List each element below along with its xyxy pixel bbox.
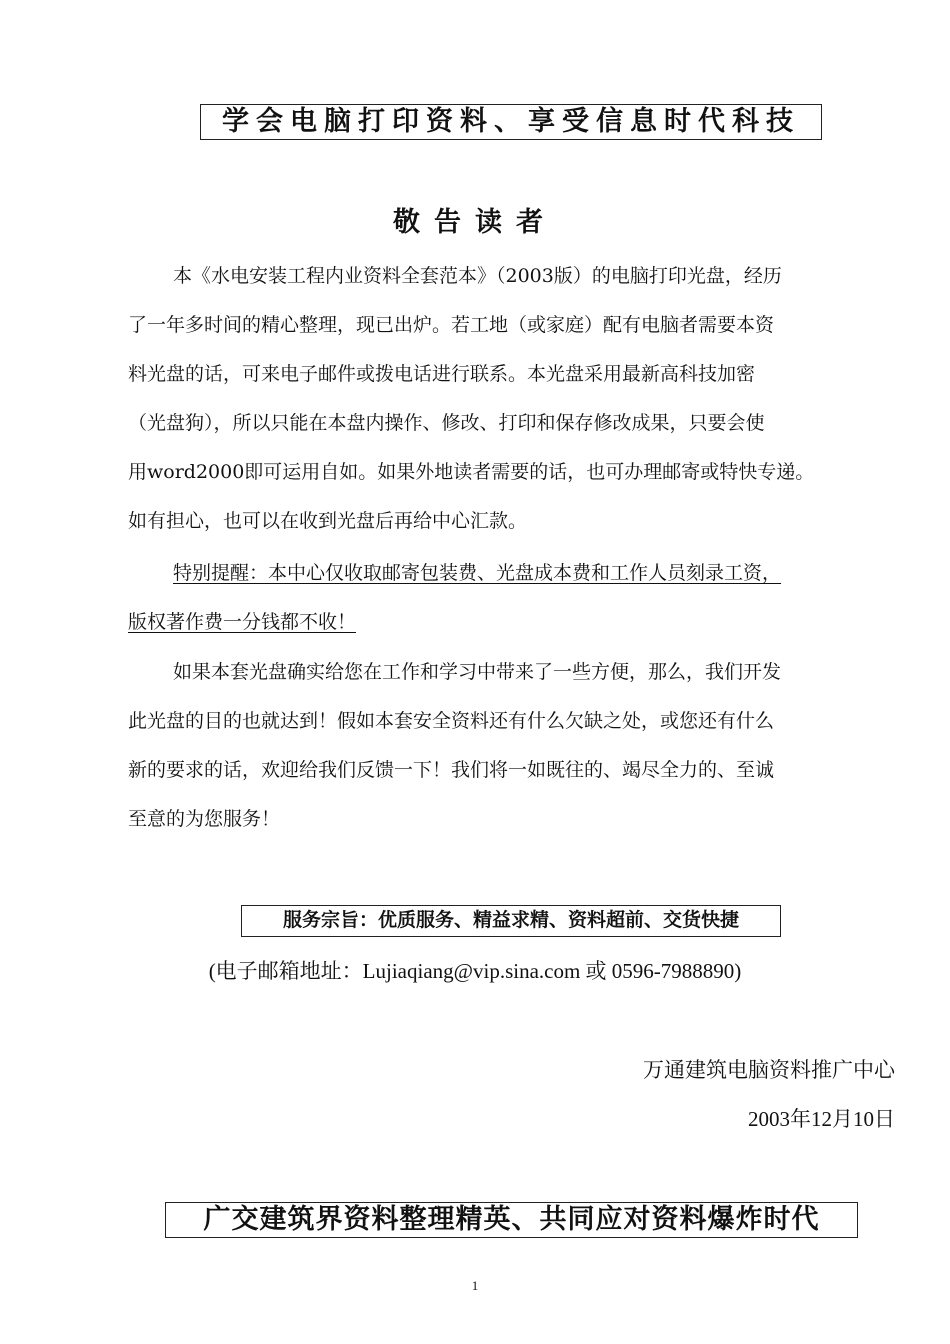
reminder-line: 版权著作费一分钱都不收！: [128, 611, 357, 633]
closing-line: 此光盘的目的也就达到！假如本套安全资料还有什么欠缺之处，或您还有什么: [128, 710, 775, 732]
intro-line: 了一年多时间的精心整理，现已出炉。若工地（或家庭）配有电脑者需要本资: [128, 314, 775, 336]
notice-heading: 敬告读者: [393, 207, 557, 238]
closing-line: 新的要求的话，欢迎给我们反馈一下！我们将一如既往的、竭尽全力的、至诚: [128, 759, 775, 781]
reminder-line: 特别提醒：本中心仅收取邮寄包装费、光盘成本费和工作人员刻录工资，: [173, 562, 782, 584]
page-title: 学会电脑打印资料、享受信息时代科技: [200, 104, 822, 140]
intro-line: （光盘狗），所以只能在本盘内操作、修改、打印和保存修改成果，只要会使: [128, 412, 765, 434]
service-motto: 服务宗旨：优质服务、精益求精、资料超前、交货快捷: [241, 905, 781, 937]
intro-line: 本《水电安装工程内业资料全套范本》（2003版）的电脑打印光盘，经历: [173, 265, 782, 287]
intro-paragraph: [128, 252, 914, 546]
signature-date: 2003年12月10日: [748, 1107, 895, 1131]
footer-banner: 广交建筑界资料整理精英、共同应对资料爆炸时代: [165, 1202, 858, 1238]
special-reminder-paragraph: [128, 549, 914, 647]
closing-line: 如果本套光盘确实给您在工作和学习中带来了一些方便，那么，我们开发: [173, 661, 782, 683]
signature-organization: 万通建筑电脑资料推广中心: [643, 1058, 895, 1082]
intro-line: 用word2000即可运用自如。如果外地读者需要的话，也可办理邮寄或特快专递。: [128, 461, 815, 483]
intro-line: 如有担心，也可以在收到光盘后再给中心汇款。: [128, 510, 528, 532]
closing-paragraph: [128, 648, 914, 844]
intro-line: 料光盘的话，可来电子邮件或拨电话进行联系。本光盘采用最新高科技加密: [128, 363, 756, 385]
page-number: 1: [471, 1278, 479, 1293]
closing-line: 至意的为您服务！: [128, 808, 281, 830]
contact-info: (电子邮箱地址：Lujiaqiang@vip.sina.com 或 0596-7988890): [208, 959, 742, 983]
